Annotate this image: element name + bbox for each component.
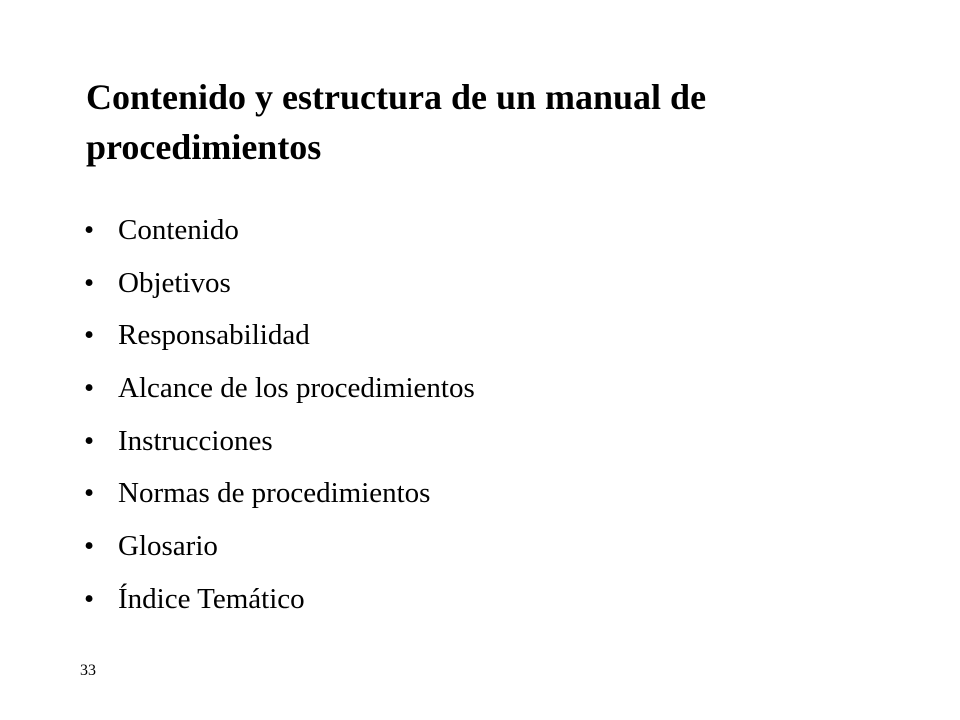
bullet-text: Normas de procedimientos xyxy=(118,477,431,510)
bullet-icon: • xyxy=(84,372,95,405)
bullet-icon: • xyxy=(84,266,95,299)
bullet-text: Índice Temático xyxy=(118,582,305,615)
page-number: 33 xyxy=(80,662,96,679)
bullet-item xyxy=(84,267,475,320)
bullet-icon: • xyxy=(84,530,95,563)
bullet-text: Glosario xyxy=(118,530,218,563)
bullet-text: Alcance de los procedimientos xyxy=(118,372,475,405)
bullet-item xyxy=(84,372,475,425)
bullet-item xyxy=(84,583,475,636)
bullet-text: Objetivos xyxy=(118,266,231,299)
slide-title: Contenido y estructura de un manual de procedimientos xyxy=(86,77,707,167)
bullet-item xyxy=(84,530,475,583)
bullet-icon: • xyxy=(84,477,95,510)
bullet-text: Instrucciones xyxy=(118,424,273,457)
bullet-list xyxy=(84,214,475,636)
bullet-text: Responsabilidad xyxy=(118,319,310,352)
bullet-icon: • xyxy=(84,582,95,615)
bullet-icon: • xyxy=(84,214,95,246)
bullet-item xyxy=(84,214,475,267)
bullet-icon: • xyxy=(84,424,95,457)
bullet-text: Contenido xyxy=(118,214,239,246)
bullet-item xyxy=(84,425,475,478)
bullet-item xyxy=(84,477,475,530)
bullet-icon: • xyxy=(84,319,95,352)
bullet-item xyxy=(84,319,475,372)
